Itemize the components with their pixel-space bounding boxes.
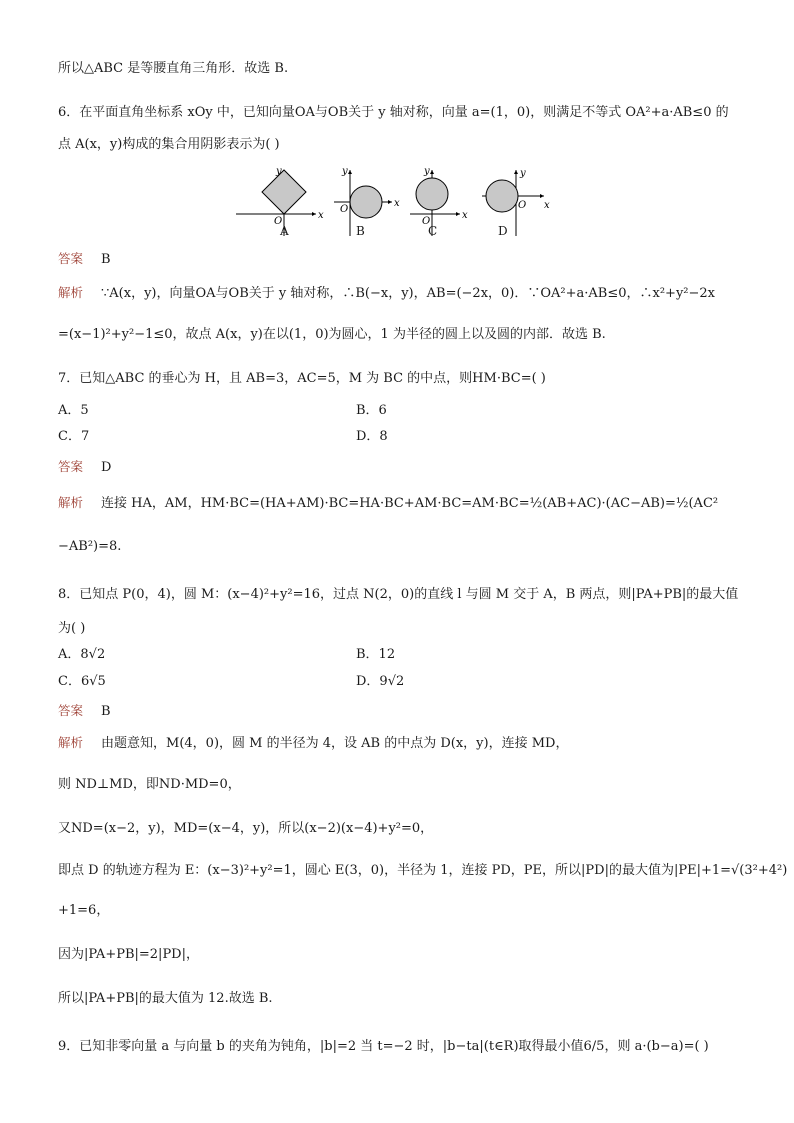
answer-tag: 答案 [58, 703, 84, 718]
origin-label: O [274, 216, 283, 227]
option-b: B．6 [356, 403, 387, 418]
answer-8 [58, 702, 111, 721]
solution-tag: 解析 [58, 285, 84, 300]
figure-label-c: C [428, 224, 438, 238]
solution-7 [58, 494, 718, 513]
option-a: A．5 [58, 403, 89, 418]
axis-y-label: y [342, 166, 348, 177]
axis-x-label: x [544, 200, 550, 211]
axis-y-label: y [424, 166, 430, 177]
option-d: D．8 [356, 429, 388, 444]
answer-7 [58, 458, 111, 477]
solution-8-line-7: 所以|PA+PB|的最大值为 12.故选 B. [58, 991, 273, 1006]
option-d: D．9√2 [356, 674, 405, 689]
origin-label: O [518, 200, 527, 211]
solution-8-line-3: 又ND=(x−2，y)，MD=(x−4，y)，所以(x−2)(x−4)+y²=0， [58, 821, 434, 836]
solution-tag: 解析 [58, 495, 84, 510]
answer-6 [58, 250, 111, 269]
question-6-stem-2: 点 A(x，y)构成的集合用阴影表示为( ) [58, 137, 280, 152]
axis-x-label: x [394, 198, 400, 209]
solution-8-line-6: 因为|PA+PB|=2|PD|， [58, 947, 199, 962]
solution-6-cont: =(x−1)²+y²−1≤0，故点 A(x，y)在以(1，0)为圆心，1 为半径的圆上以及圆的内部．故选 B. [58, 327, 606, 342]
option-a: A．8√2 [58, 647, 106, 662]
answer-value: D [101, 460, 112, 475]
answer-value: B [101, 252, 111, 267]
answer-tag: 答案 [58, 251, 84, 266]
question-7-stem: 7．已知△ABC 的垂心为 H，且 AB=3，AC=5，M 为 BC 的中点，则HM·BC=( ) [58, 371, 546, 386]
axis-x-label: x [318, 210, 324, 221]
answer-tag: 答案 [58, 459, 84, 474]
option-c: C．6√5 [58, 674, 106, 689]
axis-x-label: x [462, 210, 468, 221]
figure-d [482, 170, 544, 236]
option-c: C．7 [58, 429, 90, 444]
figure-label-a: A [280, 224, 289, 238]
origin-label: O [422, 216, 431, 227]
origin-label: O [340, 204, 349, 215]
figure-label-b: B [356, 224, 365, 238]
axis-y-label: y [276, 166, 282, 177]
solution-8-line-4: 即点 D 的轨迹方程为 E：(x−3)²+y²=1，圆心 E(3，0)，半径为 1，连接 PD，PE，所以|PD|的最大值为|PE|+1=√(3²+4²) [58, 863, 788, 878]
solution-6 [58, 284, 715, 303]
solution-8-line-5: +1=6， [58, 903, 110, 918]
question-9-stem: 9．已知非零向量 a 与向量 b 的夹角为钝角，|b|=2 当 t=−2 时，|b−ta|(t∈R)取得最小值6/5，则 a·(b−a)=( ) [58, 1039, 709, 1054]
answer-value: B [101, 704, 111, 719]
question-6-stem: 6．在平面直角坐标系 xOy 中，已知向量OA与OB关于 y 轴对称，向量 a=(1，0)，则满足不等式 OA²+a·AB≤0 的 [58, 105, 729, 120]
solution-text: 由题意知，M(4，0)，圆 M 的半径为 4，设 AB 的中点为 D(x，y)，连接 MD， [101, 736, 569, 751]
solution-7-cont: −AB²)=8. [58, 539, 122, 554]
solution-text: ∵A(x，y)，向量OA与OB关于 y 轴对称，∴B(−x，y)，AB=(−2x，0)．∵OA²+a·AB≤0，∴x²+y²−2x [101, 286, 715, 301]
question-8-stem: 8．已知点 P(0，4)，圆 M：(x−4)²+y²=16，过点 N(2，0)的直线 l 与圆 M 交于 A，B 两点，则|PA+PB|的最大值 [58, 587, 739, 602]
axis-y-label: y [520, 168, 526, 179]
solution-8 [58, 734, 568, 753]
option-b: B．12 [356, 647, 396, 662]
figure-label-d: D [498, 224, 508, 238]
solution-8-line-2: 则 ND⊥MD，即ND·MD=0， [58, 777, 241, 792]
text-line: 所以△ABC 是等腰直角三角形．故选 B. [58, 61, 289, 76]
question-8-stem-2: 为( ) [58, 621, 86, 636]
solution-tag: 解析 [58, 735, 84, 750]
solution-text: 连接 HA，AM，HM·BC=(HA+AM)·BC=HA·BC+AM·BC=AM·BC=½(AB+AC)·(AC−AB)=½(AC² [101, 496, 719, 511]
